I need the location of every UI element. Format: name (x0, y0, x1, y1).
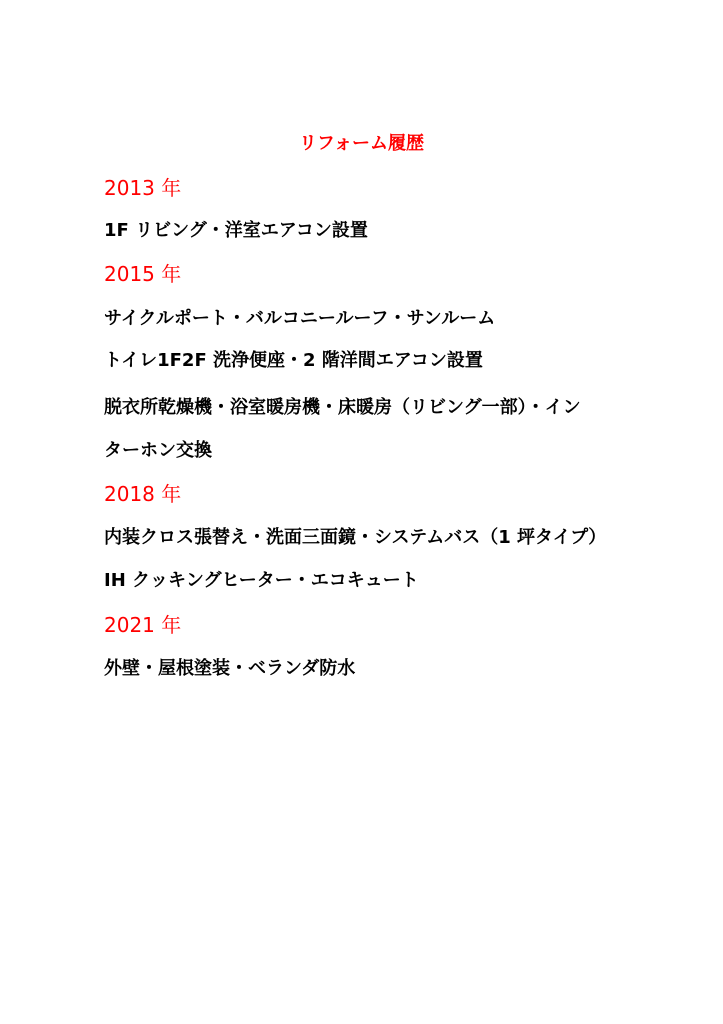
history-item: 1F リビング・洋室エアコン設置 (104, 220, 368, 241)
year-heading-2013: 2013 年 (104, 176, 182, 200)
history-item: トイレ1F2F 洗浄便座・2 階洋間エアコン設置 (104, 350, 483, 371)
history-item: 脱衣所乾燥機・浴室暖房機・床暖房（リビング一部）・イン (104, 397, 581, 418)
history-item: ターホン交換 (104, 440, 212, 461)
history-item: サイクルポート・バルコニールーフ・サンルーム (104, 308, 496, 329)
year-heading-2018: 2018 年 (104, 482, 182, 506)
history-item: 外壁・屋根塗装・ベランダ防水 (104, 658, 356, 679)
history-item: IH クッキングヒーター・エコキュート (104, 570, 419, 591)
document-title: リフォーム履歴 (298, 133, 425, 154)
year-heading-2021: 2021 年 (104, 613, 182, 637)
history-item: 内装クロス張替え・洗面三面鏡・システムバス（1 坪タイプ） (104, 527, 607, 548)
year-heading-2015: 2015 年 (104, 262, 182, 286)
